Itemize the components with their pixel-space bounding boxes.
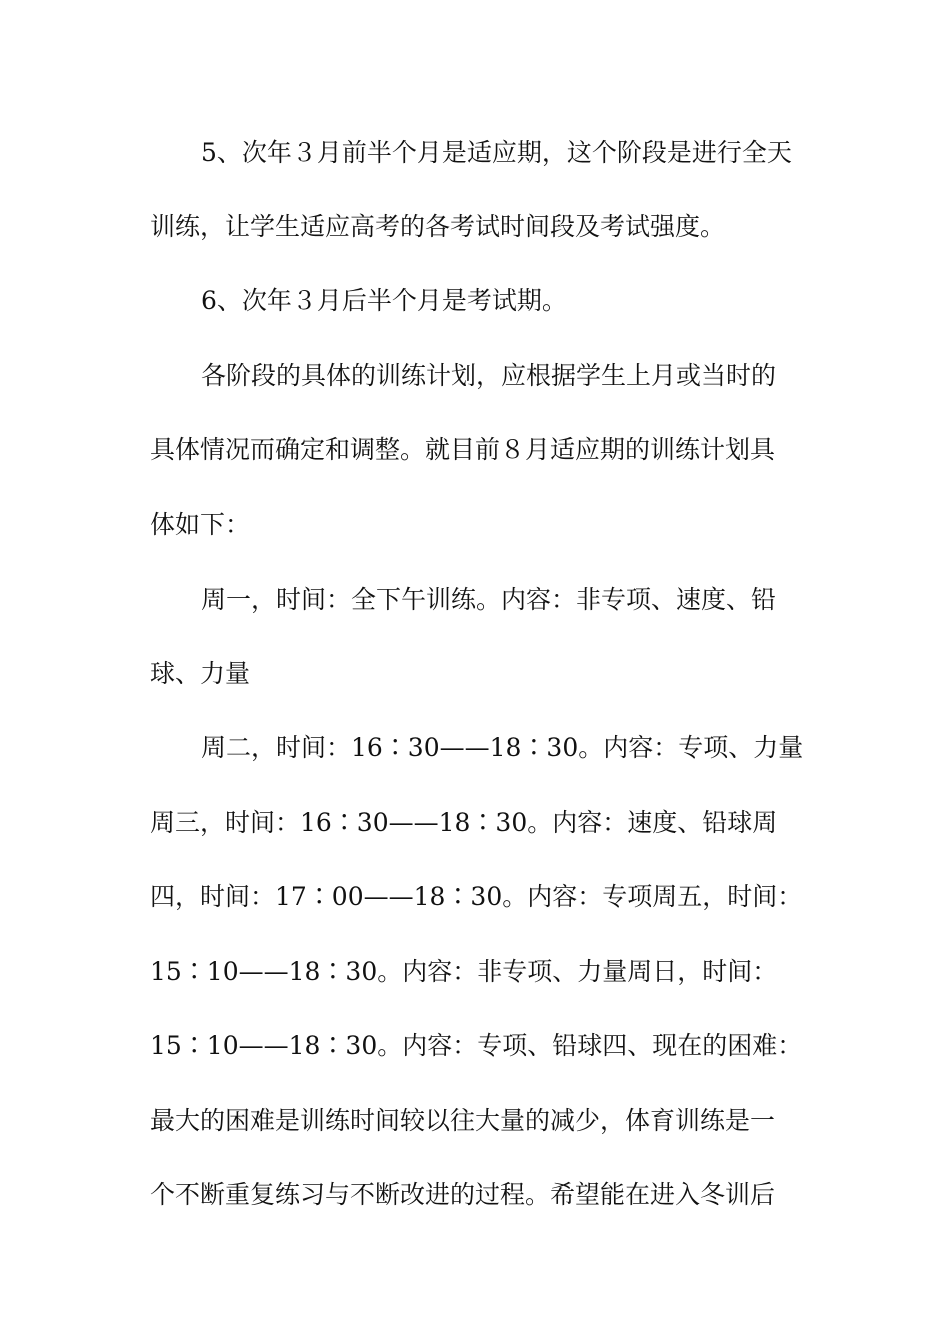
paragraph-line: 最大的困难是训练时间较以往大量的减少，体育训练是一 bbox=[150, 1106, 776, 1135]
paragraph-line: 球、力量 bbox=[150, 659, 251, 688]
paragraph-line: 四，时间：17∶00——18∶30。内容：专项周五，时间： bbox=[150, 882, 803, 911]
paragraph-line: 周一，时间：全下午训练。内容：非专项、速度、铅 bbox=[201, 585, 777, 614]
paragraph-line: 个不断重复练习与不断改进的过程。希望能在进入冬训后 bbox=[150, 1180, 776, 1209]
paragraph-line: 15∶10——18∶30。内容：专项、铅球四、现在的困难： bbox=[150, 1031, 803, 1060]
paragraph-line: 训练，让学生适应高考的各考试时间段及考试强度。 bbox=[150, 212, 726, 241]
paragraph-line: 具体情况而确定和调整。就目前８月适应期的训练计划具 bbox=[150, 435, 776, 464]
paragraph-line: 各阶段的具体的训练计划，应根据学生上月或当时的 bbox=[201, 361, 777, 390]
paragraph-line: 体如下： bbox=[150, 510, 251, 539]
paragraph-line: 5、次年３月前半个月是适应期，这个阶段是进行全天 bbox=[201, 138, 792, 167]
paragraph-line: 周三，时间：16∶30——18∶30。内容：速度、铅球周 bbox=[150, 808, 778, 837]
paragraph-line: 15∶10——18∶30。内容：非专项、力量周日，时间： bbox=[150, 957, 778, 986]
paragraph-line: 6、次年３月后半个月是考试期。 bbox=[201, 286, 567, 315]
paragraph-line: 周二，时间：16∶30——18∶30。内容：专项、力量 bbox=[201, 733, 804, 762]
